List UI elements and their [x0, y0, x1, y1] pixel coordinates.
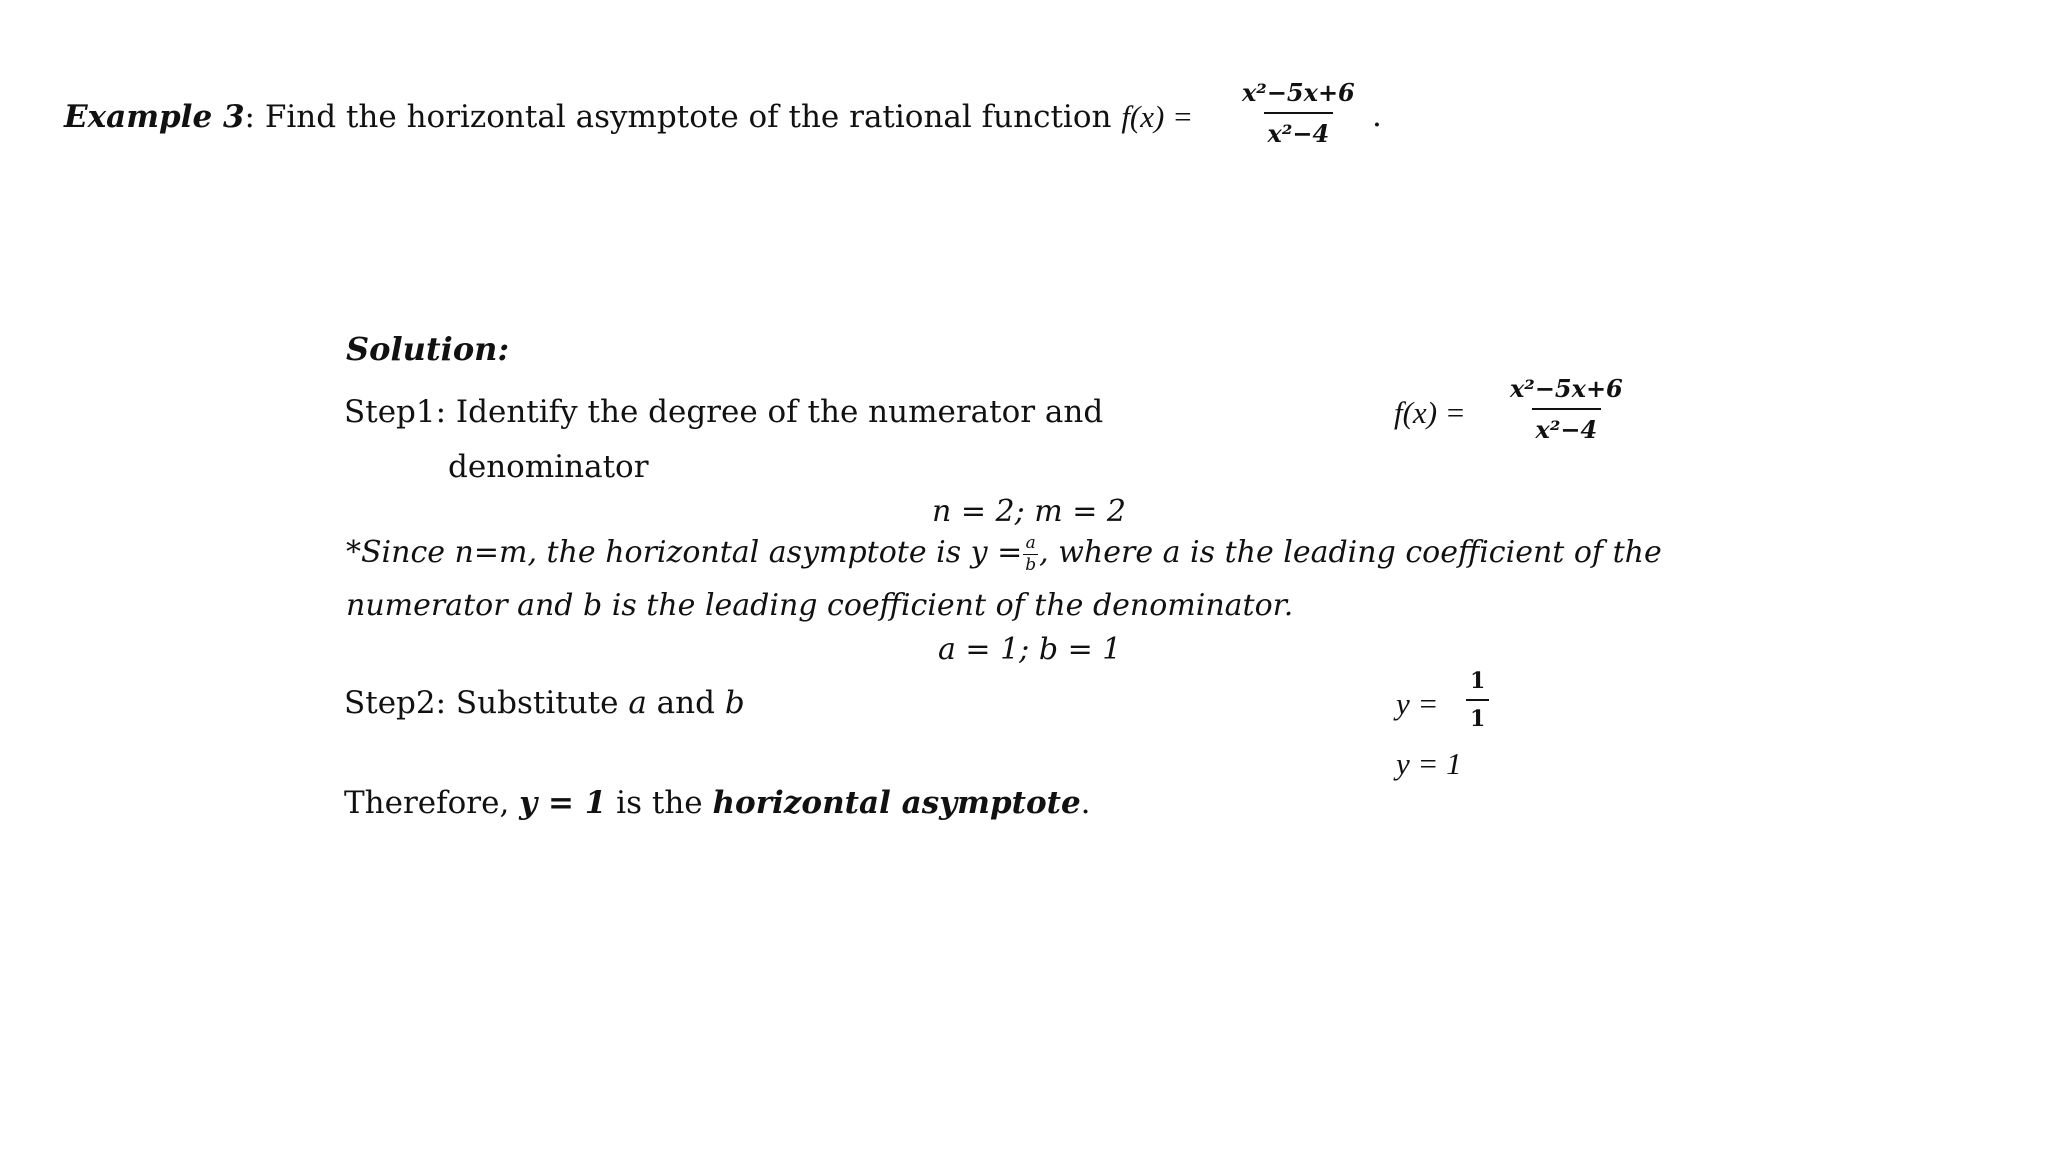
example-line: [64, 101, 1193, 133]
example-function-name: f(x) =: [1121, 99, 1193, 134]
step2-denominator: 1: [1466, 699, 1489, 732]
therefore-equation: y = 1: [519, 785, 607, 821]
step1-denominator: x²−4: [1532, 408, 1602, 444]
therefore-line: [344, 785, 1091, 821]
step1-line1: Step1: Identify the degree of the numerator and: [344, 394, 1104, 430]
example-denominator: x²−4: [1264, 112, 1334, 148]
example-numerator: x²−5x+6: [1242, 78, 1355, 107]
since-before: *Since n=m, the horizontal asymptote is y =: [346, 535, 1023, 570]
since-frac-numerator: a: [1025, 532, 1036, 553]
step2-and: and: [646, 685, 725, 721]
step2-b: b: [724, 685, 745, 721]
example-colon: :: [244, 99, 255, 135]
since-line1: [346, 528, 1706, 578]
example-label: Example 3: [64, 99, 245, 135]
since-frac-denominator: b: [1025, 554, 1037, 575]
solution-heading: Solution:: [346, 330, 510, 368]
therefore-term: horizontal asymptote: [712, 785, 1081, 821]
step1-fraction: [1506, 374, 1627, 444]
step2-fraction: [1466, 668, 1489, 732]
example-text: Find the horizontal asymptote of the rational function: [255, 99, 1122, 135]
step1-numerator: x²−5x+6: [1510, 374, 1623, 403]
step2-result: y = 1: [1396, 746, 1462, 781]
therefore-end: .: [1080, 785, 1091, 821]
degrees-line: n = 2; m = 2: [932, 494, 1127, 529]
example-period: .: [1372, 98, 1382, 134]
step2-a: a: [628, 685, 647, 721]
step2-numerator: 1: [1470, 668, 1486, 694]
since-after: , where a is the leading coefficient of the: [1039, 535, 1662, 570]
step1-function-name: f(x) =: [1394, 395, 1466, 430]
step1-line2: denominator: [448, 449, 649, 485]
example-fraction: [1238, 78, 1359, 148]
therefore-mid: is the: [606, 785, 713, 821]
therefore-prefix: Therefore,: [344, 785, 520, 821]
coefficients-line: a = 1; b = 1: [938, 632, 1122, 667]
step2-equation-lhs: y =: [1396, 686, 1439, 721]
step2-prefix: Step2: Substitute: [344, 685, 629, 721]
step2-line: [344, 685, 745, 721]
since-line2: numerator and b is the leading coefficient of the denominator.: [346, 588, 1294, 623]
